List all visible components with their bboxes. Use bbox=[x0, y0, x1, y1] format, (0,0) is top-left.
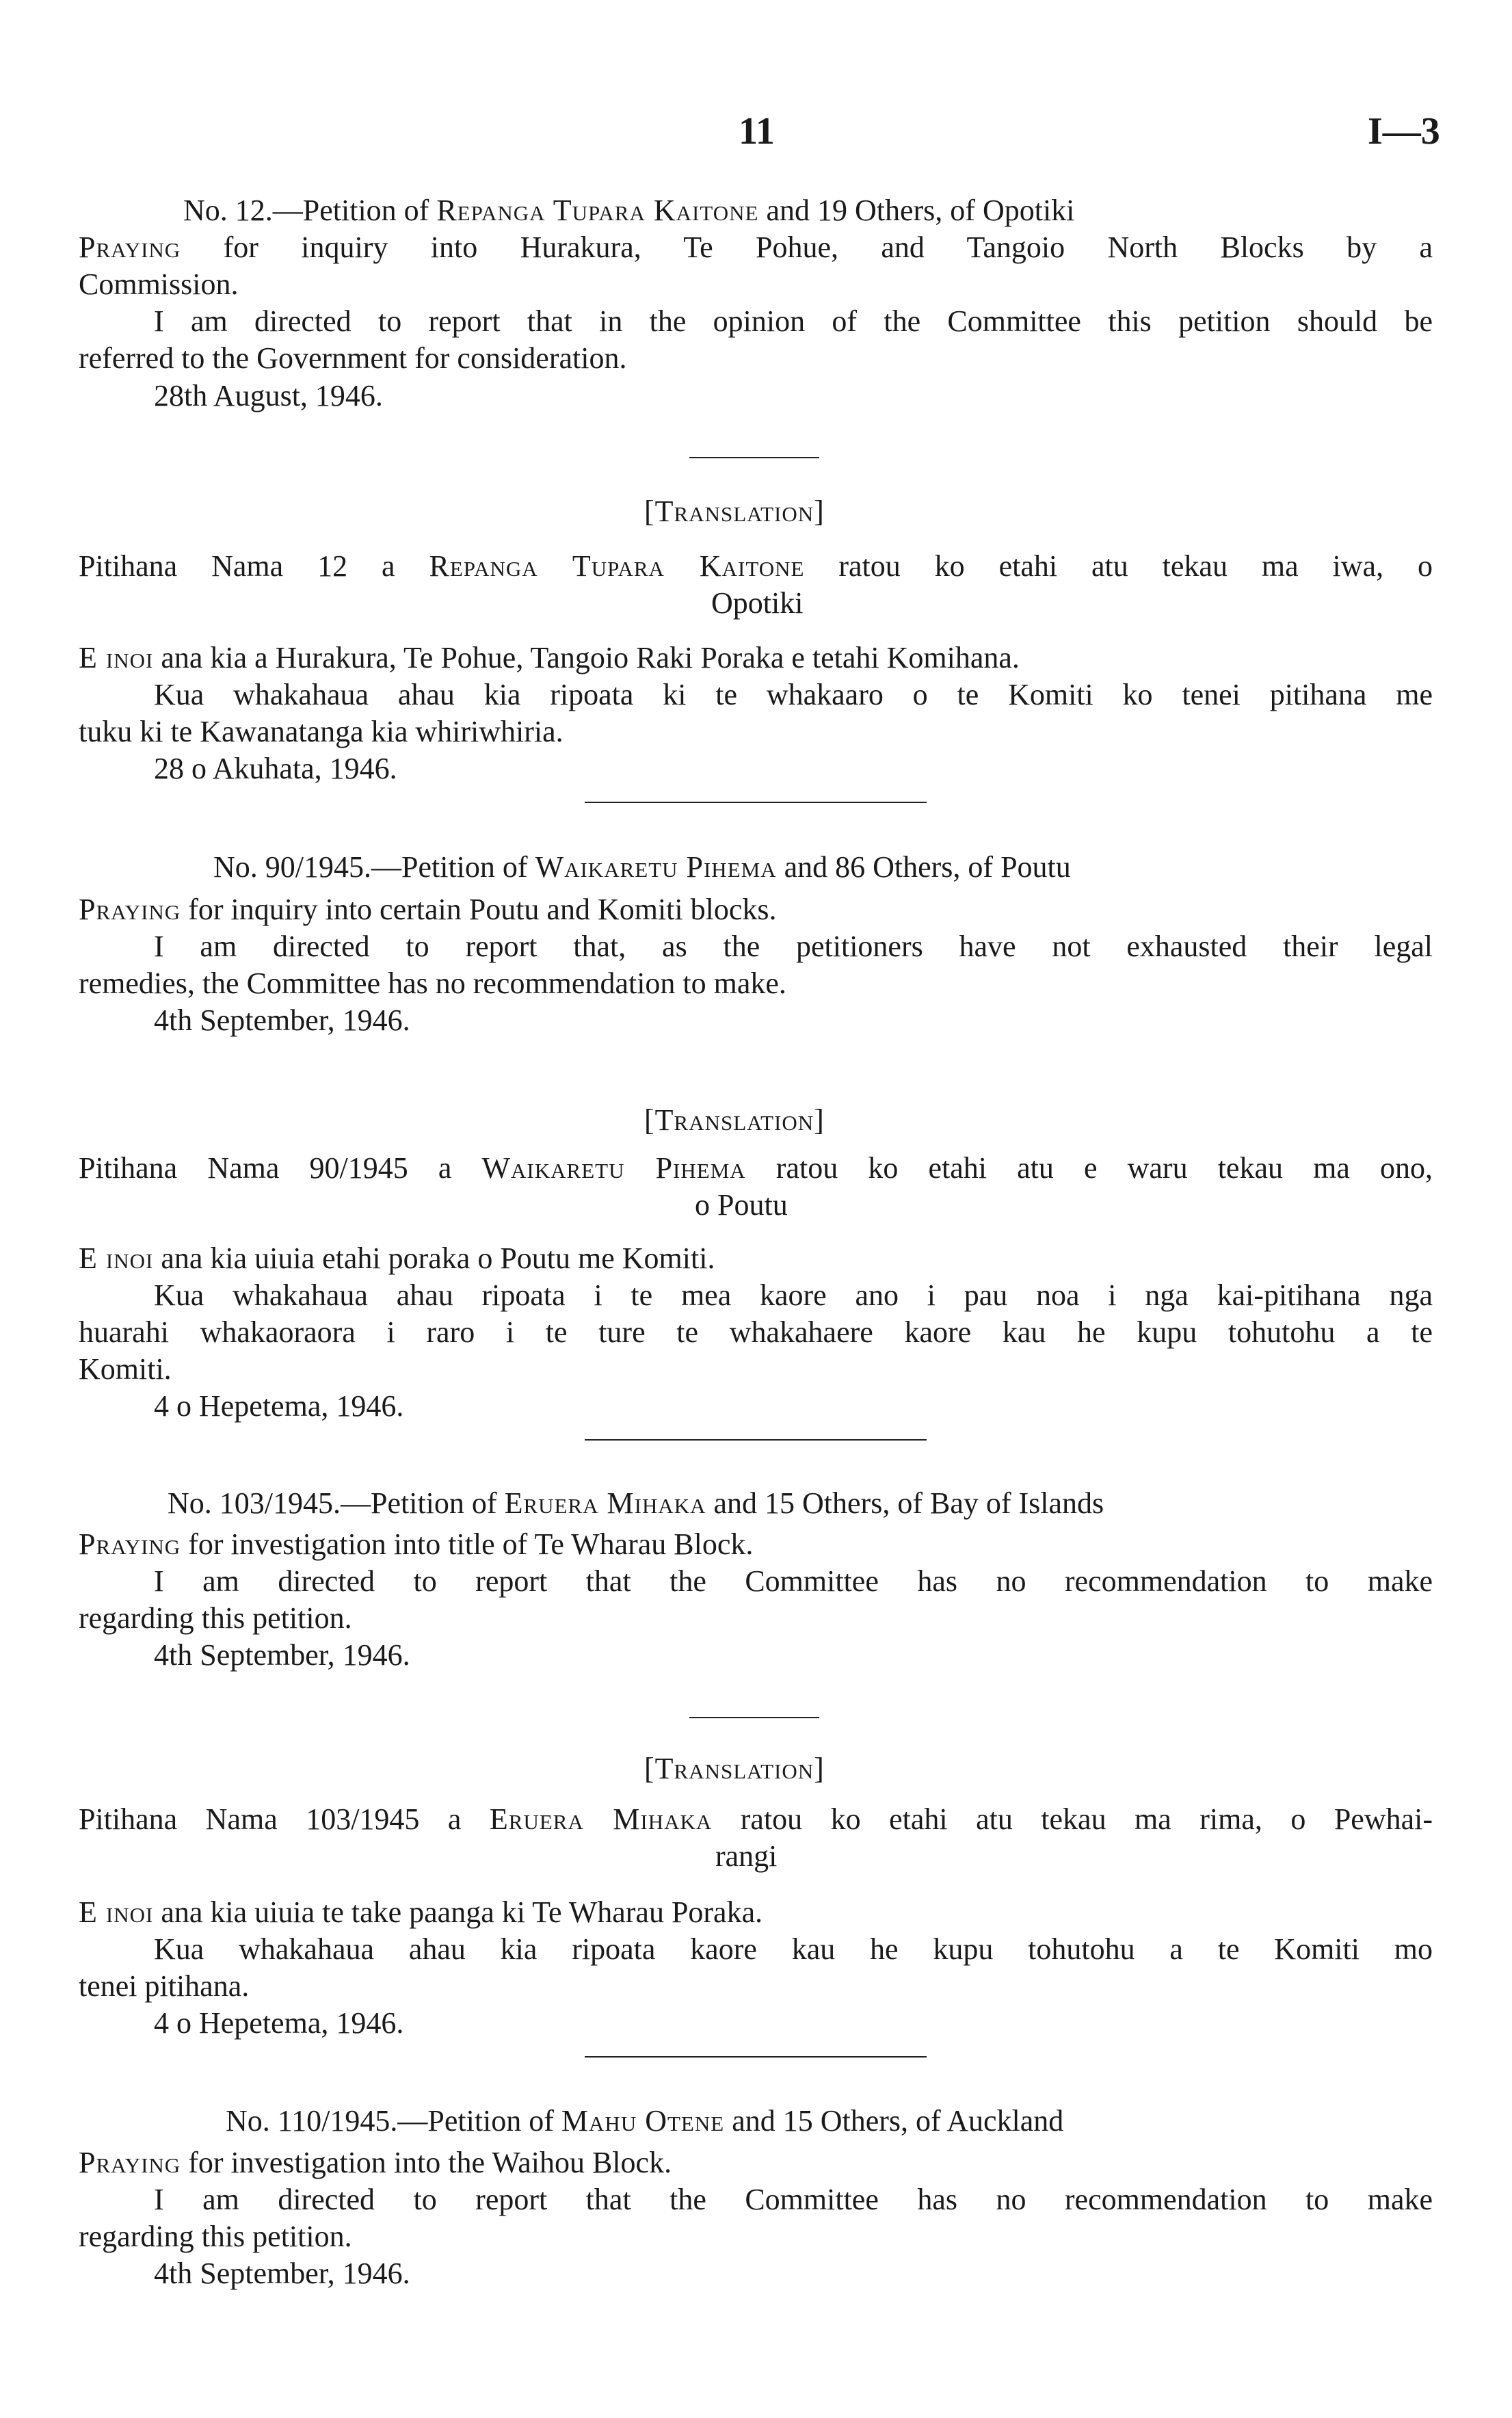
praying-line: Praying for investigation into title of Te Wharau Block. bbox=[79, 1527, 754, 1561]
petitioner-name: Waikaretu Pihema bbox=[535, 850, 777, 884]
page-number: 11 bbox=[739, 110, 775, 153]
report-line: I am directed to report that, as the petitioners have not exhausted their legal bbox=[154, 930, 1433, 963]
report-line: regarding this petition. bbox=[79, 1601, 352, 1635]
praying-line: Praying for investigation into the Waihou Block. bbox=[79, 2146, 672, 2179]
report-date: 4 o Hepetema, 1946. bbox=[154, 1389, 404, 1423]
petition-heading: No. 110/1945.—Petition of Mahu Otene and 15 Others, of Auckland bbox=[226, 2104, 1064, 2138]
praying-line: E inoi ana kia a Hurakura, Te Pohue, Tangoio Raki Poraka e tetahi Komihana. bbox=[79, 641, 1020, 674]
petitioner-name: Eruera Mihaka bbox=[504, 1486, 706, 1520]
translation-label: [Translation] bbox=[644, 495, 825, 528]
petitioner-name: Waikaretu Pihema bbox=[481, 1151, 746, 1185]
petition-heading: No. 103/1945.—Petition of Eruera Mihaka and 15 Others, of Bay of Islands bbox=[168, 1486, 1104, 1520]
heading-continuation: o Poutu bbox=[695, 1188, 788, 1222]
translation-label: [Translation] bbox=[644, 1103, 825, 1137]
report-line: regarding this petition. bbox=[79, 2220, 352, 2253]
report-line: tuku ki te Kawanatanga kia whiriwhiria. bbox=[79, 715, 563, 748]
translation-label: [Translation] bbox=[644, 1752, 825, 1785]
report-date: 4 o Hepetema, 1946. bbox=[154, 2006, 404, 2040]
report-line: Kua whakahaua ahau kia ripoata kaore kau he kupu tohutohu a te Komiti mo bbox=[154, 1932, 1433, 1966]
report-date: 4th September, 1946. bbox=[154, 2257, 410, 2290]
document-reference: I—3 bbox=[1368, 110, 1440, 153]
report-line: Kua whakahaua ahau ripoata i te mea kaore ano i pau noa i nga kai-pitihana nga bbox=[154, 1278, 1433, 1312]
praying-line: E inoi ana kia uiuia etahi poraka o Poutu me Komiti. bbox=[79, 1241, 715, 1275]
report-line: Kua whakahaua ahau kia ripoata ki te whakaaro o te Komiti ko tenei pitihana me bbox=[154, 678, 1433, 711]
section-divider bbox=[689, 1717, 819, 1718]
report-line: tenei pitihana. bbox=[79, 1969, 250, 2003]
report-line: I am directed to report that the Committee has no recommendation to make bbox=[154, 1564, 1433, 1598]
report-date: 28 o Akuhata, 1946. bbox=[154, 752, 397, 785]
petition-heading: Pitihana Nama 103/1945 a Eruera Mihaka ratou ko etahi atu tekau ma rima, o Pewhai- bbox=[79, 1802, 1433, 1836]
report-date: 28th August, 1946. bbox=[154, 379, 383, 412]
report-line: I am directed to report that the Committee has no recommendation to make bbox=[154, 2183, 1433, 2216]
petitioner-name: Repanga Tupara Kaitone bbox=[436, 194, 759, 227]
section-divider bbox=[585, 2056, 927, 2058]
report-line: huarahi whakaoraora i raro i te ture te whakahaere kaore kau he kupu tohutohu a te bbox=[79, 1315, 1433, 1349]
heading-continuation: rangi bbox=[715, 1839, 778, 1873]
praying-line: Praying for inquiry into Hurakura, Te Pohue, and Tangoio North Blocks by a bbox=[79, 231, 1433, 264]
report-line: referred to the Government for consideration. bbox=[79, 341, 627, 375]
report-date: 4th September, 1946. bbox=[154, 1638, 410, 1672]
report-date: 4th September, 1946. bbox=[154, 1003, 410, 1037]
petition-heading: No. 90/1945.—Petition of Waikaretu Pihema and 86 Others, of Poutu bbox=[213, 850, 1071, 884]
petition-heading: Pitihana Nama 90/1945 a Waikaretu Pihema ratou ko etahi atu e waru tekau ma ono, bbox=[79, 1151, 1433, 1185]
petitioner-name: Eruera Mihaka bbox=[489, 1802, 713, 1836]
heading-continuation: Opotiki bbox=[711, 586, 804, 620]
petition-heading: No. 12.—Petition of Repanga Tupara Kaitone and 19 Others, of Opotiki bbox=[183, 194, 1075, 227]
praying-line: E inoi ana kia uiuia te take paanga ki Te Wharau Poraka. bbox=[79, 1895, 763, 1929]
section-divider bbox=[585, 1439, 927, 1441]
report-line: Komiti. bbox=[79, 1352, 172, 1386]
section-divider bbox=[689, 457, 819, 458]
petition-heading: Pitihana Nama 12 a Repanga Tupara Kaitone ratou ko etahi atu tekau ma iwa, o bbox=[79, 549, 1433, 583]
report-line: I am directed to report that in the opinion of the Committee this petition should be bbox=[154, 304, 1433, 338]
petitioner-name: Repanga Tupara Kaitone bbox=[429, 549, 805, 583]
praying-line: Praying for inquiry into certain Poutu and Komiti blocks. bbox=[79, 893, 777, 926]
report-line: remedies, the Committee has no recommendation to make. bbox=[79, 967, 786, 1000]
praying-continuation: Commission. bbox=[79, 267, 239, 301]
section-divider bbox=[585, 802, 927, 803]
petitioner-name: Mahu Otene bbox=[561, 2104, 725, 2138]
